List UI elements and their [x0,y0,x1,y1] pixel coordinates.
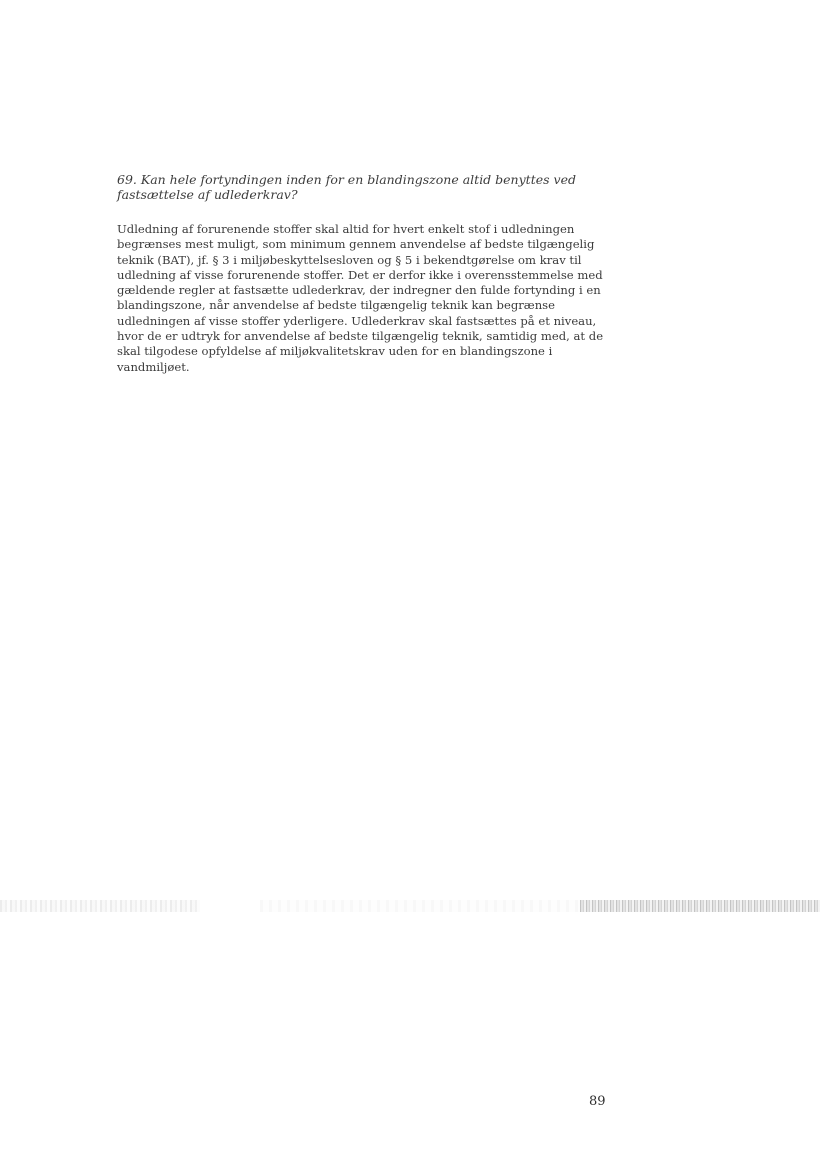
page-number: 89 [589,1094,606,1109]
answer-line: skal tilgodese opfyldelse af miljøkvalitetskrav uden for en blandingszone i [117,344,553,359]
answer-line: hvor de er udtryk for anvendelse af bedste tilgængelig teknik, samtidig med, at de [117,329,604,344]
answer-line: blandingszone, når anvendelse af bedste tilgængelig teknik kan begrænse [117,298,555,313]
scan-artifact-left [0,900,200,912]
answer-line: vandmiljøet. [117,359,190,374]
answer-line: begrænses mest muligt, som minimum gennem anvendelse af bedste tilgængelig [117,237,595,252]
scan-artifact-strip [0,900,826,912]
question-heading: 69. Kan hele fortyndingen inden for en blandingszone altid benyttes ved fastsættelse af udlederkrav? [117,172,576,202]
scan-artifact-right [580,900,820,912]
answer-paragraph [117,222,617,375]
answer-line: udledningen af visse stoffer yderligere. Udlederkrav skal fastsættes på et niveau, [117,313,597,328]
scan-artifact-middle [260,900,590,912]
answer-line: Udledning af forurenende stoffer skal altid for hvert enkelt stof i udledningen [117,222,575,236]
answer-line: gældende regler at fastsætte udlederkrav, der indregner den fulde fortynding i en [117,283,601,298]
answer-line: udledning af visse forurenende stoffer. Det er derfor ikke i overensstemmelse med [117,267,603,282]
answer-line: teknik (BAT), jf. § 3 i miljøbeskyttelsesloven og § 5 i bekendtgørelse om krav til [117,252,582,267]
